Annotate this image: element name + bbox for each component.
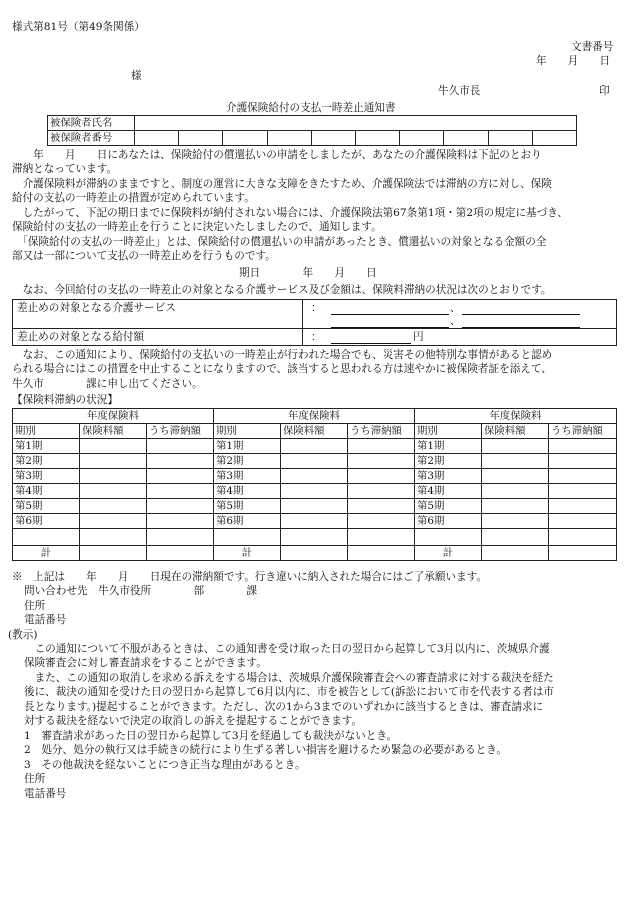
- fiscal-year-header: 年度保険料: [214, 409, 415, 424]
- insured-name-field[interactable]: [135, 116, 577, 131]
- premium-amount-cell[interactable]: [482, 439, 549, 454]
- body-text: 保険給付の支払の一時差止を行うことに決定いたしましたので、通知します。: [12, 221, 382, 233]
- arrears-period-row: [13, 454, 617, 469]
- premium-amount-cell[interactable]: [80, 499, 147, 514]
- insured-number-digit[interactable]: [135, 131, 179, 146]
- service-entry-3[interactable]: [331, 316, 449, 328]
- body-text: したがって、下記の期日までに保険料が納付されない場合には、介護保険法第67条第1項・第2項の規定に基づき、: [12, 207, 569, 219]
- period-label: 第3期: [214, 469, 281, 484]
- instruction-condition: 2 処分、処分の執行又は手続きの続行により生ずる著しい損害を避けるため緊急の必要があるとき。: [24, 744, 508, 756]
- insured-number-digit[interactable]: [355, 131, 399, 146]
- insured-number-digit[interactable]: [444, 131, 488, 146]
- premium-amount-cell[interactable]: [281, 484, 348, 499]
- seal-mark: 印: [599, 85, 610, 97]
- service-entry-1[interactable]: [331, 303, 449, 315]
- insured-name-row: [48, 116, 577, 131]
- body-text: なお、この通知により、保険給付の支払いの一時差止が行われた場合でも、災害その他特別な事情があると認め: [12, 349, 553, 361]
- premium-amount-cell[interactable]: [80, 514, 147, 529]
- insured-number-digit[interactable]: [532, 131, 576, 146]
- arrears-period-row: [13, 469, 617, 484]
- insured-number-digit[interactable]: [179, 131, 223, 146]
- arrears-amount-cell[interactable]: [147, 514, 214, 529]
- arrears-amount-cell[interactable]: [549, 484, 617, 499]
- service-entry-4[interactable]: [462, 316, 580, 328]
- arrears-amount-cell[interactable]: [348, 469, 415, 484]
- arrears-period-row: [13, 439, 617, 454]
- premium-amount-cell[interactable]: [80, 439, 147, 454]
- col-period: 期別: [13, 424, 80, 439]
- body-text: 給付の支払の一時差止の措置が定められています。: [12, 192, 255, 204]
- insured-number-row: [48, 131, 577, 146]
- service-colon: ：: [311, 302, 322, 314]
- instruction-text: 後に、裁決の通知を受けた日の翌日から起算して6月以内に、市を被告として(訴訟において市を代表する者は市: [24, 686, 554, 698]
- total-arrears-cell[interactable]: [348, 546, 415, 561]
- arrears-amount-cell[interactable]: [147, 439, 214, 454]
- body-text: 「保険給付の支払の一時差止」とは、保険給付の償還払いの申請があったとき、償還払いの対象となる金額の全: [12, 236, 547, 248]
- arrears-period-row: [13, 514, 617, 529]
- col-arrears: うち滞納額: [348, 424, 415, 439]
- arrears-blank-row: [13, 529, 617, 546]
- document-number-label: 文書番号: [571, 41, 614, 53]
- col-premium: 保険料額: [482, 424, 549, 439]
- total-label: 計: [13, 546, 80, 561]
- arrears-section-title: 【保険料滞納の状況】: [12, 394, 118, 406]
- insured-name-label: 被保険者氏名: [48, 116, 135, 131]
- arrears-note: ※ 上記は 年 月 日現在の滞納額です。行き違いに納入された場合にはご了承願います。: [12, 571, 488, 583]
- arrears-amount-cell[interactable]: [549, 514, 617, 529]
- yen-unit: 円: [413, 331, 424, 343]
- mayor-name: 牛久市長: [438, 85, 481, 97]
- instruction-condition: 1 審査請求があった日の翌日から起算して3月を経過しても裁決がないとき。: [24, 730, 398, 742]
- total-premium-cell[interactable]: [482, 546, 549, 561]
- col-period: 期別: [415, 424, 482, 439]
- body-text: 滞納となっています。: [12, 163, 118, 175]
- arrears-amount-cell[interactable]: [549, 454, 617, 469]
- service-separator: 、: [450, 315, 461, 327]
- service-label: 差止めの対象となる介護サービス: [17, 302, 176, 314]
- arrears-total-row: [13, 546, 617, 561]
- arrears-amount-cell[interactable]: [348, 499, 415, 514]
- arrears-amount-cell[interactable]: [549, 439, 617, 454]
- premium-amount-cell[interactable]: [281, 454, 348, 469]
- body-text: 部又は一部について支払の一時差止めを行うものです。: [12, 250, 276, 262]
- amount-colon: ：: [311, 331, 322, 343]
- col-arrears: うち滞納額: [147, 424, 214, 439]
- body-text: 年 月 日にあなたは、保険給付の償還払いの申請をしましたが、あなたの介護保険料は下記のとおり: [12, 149, 542, 161]
- form-number: 様式第81号（第49条関係）: [12, 21, 145, 33]
- period-label: 第4期: [214, 484, 281, 499]
- premium-amount-cell[interactable]: [281, 469, 348, 484]
- body-text: 牛久市 課に申し出てください。: [12, 378, 203, 390]
- arrears-table: [12, 408, 617, 561]
- period-label: 第6期: [214, 514, 281, 529]
- insured-table: [47, 115, 577, 146]
- period-label: 第1期: [13, 439, 80, 454]
- arrears-amount-cell[interactable]: [348, 439, 415, 454]
- service-entry-2[interactable]: [462, 303, 580, 315]
- instruction-title: (教示): [8, 629, 38, 641]
- arrears-group-header-row: [13, 409, 617, 424]
- arrears-period-row: [13, 484, 617, 499]
- instruction-text: 保険審査会に対し審査請求をすることができます。: [24, 657, 267, 669]
- body-text: 介護保険料が滞納のままですと、制度の運営に大きな支障をきたすため、介護保険法では滞納の方に対し、保険: [12, 178, 552, 190]
- period-label: 第6期: [13, 514, 80, 529]
- period-label: 第2期: [214, 454, 281, 469]
- period-label: 第1期: [415, 439, 482, 454]
- col-arrears: うち滞納額: [549, 424, 617, 439]
- period-label: 第4期: [13, 484, 80, 499]
- instruction-text: 対する裁決を経ないで決定の取消しの訴えを提起することができます。: [24, 715, 363, 727]
- document-title: 介護保険給付の支払一時差止通知書: [226, 102, 396, 114]
- total-arrears-cell[interactable]: [549, 546, 617, 561]
- addressee-suffix: 様: [131, 70, 142, 82]
- body-text: られる場合にはこの措置を中止することになりますので、該当すると思われる方は速やかに被保険者証を添えて、: [12, 363, 552, 375]
- arrears-column-header-row: [13, 424, 617, 439]
- body-text: なお、今回給付の支払の一時差止の対象となる介護サービス及び金額は、保険料滞納の状況は次のとおりです。: [12, 284, 552, 296]
- period-label: 第5期: [13, 499, 80, 514]
- arrears-period-row: [13, 499, 617, 514]
- total-premium-cell[interactable]: [80, 546, 147, 561]
- period-label: 第4期: [415, 484, 482, 499]
- total-label: 計: [415, 546, 482, 561]
- premium-amount-cell[interactable]: [482, 484, 549, 499]
- insured-number-digit[interactable]: [400, 131, 444, 146]
- total-arrears-cell[interactable]: [147, 546, 214, 561]
- amount-field[interactable]: [331, 332, 411, 344]
- arrears-amount-cell[interactable]: [147, 499, 214, 514]
- period-label: 第5期: [214, 499, 281, 514]
- period-label: 第2期: [415, 454, 482, 469]
- arrears-amount-cell[interactable]: [348, 454, 415, 469]
- premium-amount-cell[interactable]: [80, 484, 147, 499]
- instruction-text: 長となります。)提起することができます。ただし、次の1から3までのいずれかに該当するときは、審査請求に: [24, 701, 544, 713]
- premium-amount-cell[interactable]: [482, 499, 549, 514]
- fiscal-year-header: 年度保険料: [415, 409, 617, 424]
- total-label: 計: [214, 546, 281, 561]
- period-label: 第3期: [415, 469, 482, 484]
- arrears-amount-cell[interactable]: [549, 499, 617, 514]
- phone-label: 電話番号: [24, 614, 67, 626]
- phone-label: 電話番号: [24, 788, 67, 800]
- premium-amount-cell[interactable]: [281, 499, 348, 514]
- insured-number-digit[interactable]: [223, 131, 267, 146]
- amount-label: 差止めの対象となる給付額: [17, 331, 145, 343]
- period-label: 第6期: [415, 514, 482, 529]
- insured-number-digit[interactable]: [488, 131, 532, 146]
- arrears-period-rows: [13, 439, 617, 529]
- arrears-amount-cell[interactable]: [348, 514, 415, 529]
- issue-date: 年 月 日: [536, 55, 611, 67]
- period-label: 第5期: [415, 499, 482, 514]
- premium-amount-cell[interactable]: [482, 514, 549, 529]
- instruction-condition: 3 その他裁決を経ないことにつき正当な理由があるとき。: [24, 759, 306, 771]
- inquiry-contact: 問い合わせ先 牛久市役所 部 課: [24, 585, 258, 597]
- suspension-table: [12, 299, 617, 346]
- service-separator: 、: [450, 302, 461, 314]
- insured-number-digit[interactable]: [311, 131, 355, 146]
- col-premium: 保険料額: [281, 424, 348, 439]
- instruction-text: この通知について不服があるときは、この通知書を受け取った日の翌日から起算して3月以内に、茨城県介護: [24, 643, 550, 655]
- arrears-amount-cell[interactable]: [147, 484, 214, 499]
- arrears-amount-cell[interactable]: [348, 484, 415, 499]
- insured-number-label: 被保険者番号: [48, 131, 135, 146]
- instruction-text: また、この通知の取消しを求める訴えをする場合は、茨城県介護保険審査会への審査請求に対する裁決を経た: [24, 672, 554, 684]
- address-label: 住所: [24, 600, 46, 612]
- address-label: 住所: [24, 773, 46, 785]
- fiscal-year-header: 年度保険料: [13, 409, 214, 424]
- premium-amount-cell[interactable]: [281, 514, 348, 529]
- insured-number-digit[interactable]: [267, 131, 311, 146]
- premium-amount-cell[interactable]: [482, 469, 549, 484]
- col-premium: 保険料額: [80, 424, 147, 439]
- premium-amount-cell[interactable]: [80, 454, 147, 469]
- premium-amount-cell[interactable]: [281, 439, 348, 454]
- deadline-date: 期日 年 月 日: [239, 267, 377, 279]
- arrears-amount-cell[interactable]: [549, 469, 617, 484]
- arrears-amount-cell[interactable]: [147, 454, 214, 469]
- col-period: 期別: [214, 424, 281, 439]
- premium-amount-cell[interactable]: [80, 469, 147, 484]
- period-label: 第2期: [13, 454, 80, 469]
- arrears-amount-cell[interactable]: [147, 469, 214, 484]
- total-premium-cell[interactable]: [281, 546, 348, 561]
- period-label: 第3期: [13, 469, 80, 484]
- premium-amount-cell[interactable]: [482, 454, 549, 469]
- period-label: 第1期: [214, 439, 281, 454]
